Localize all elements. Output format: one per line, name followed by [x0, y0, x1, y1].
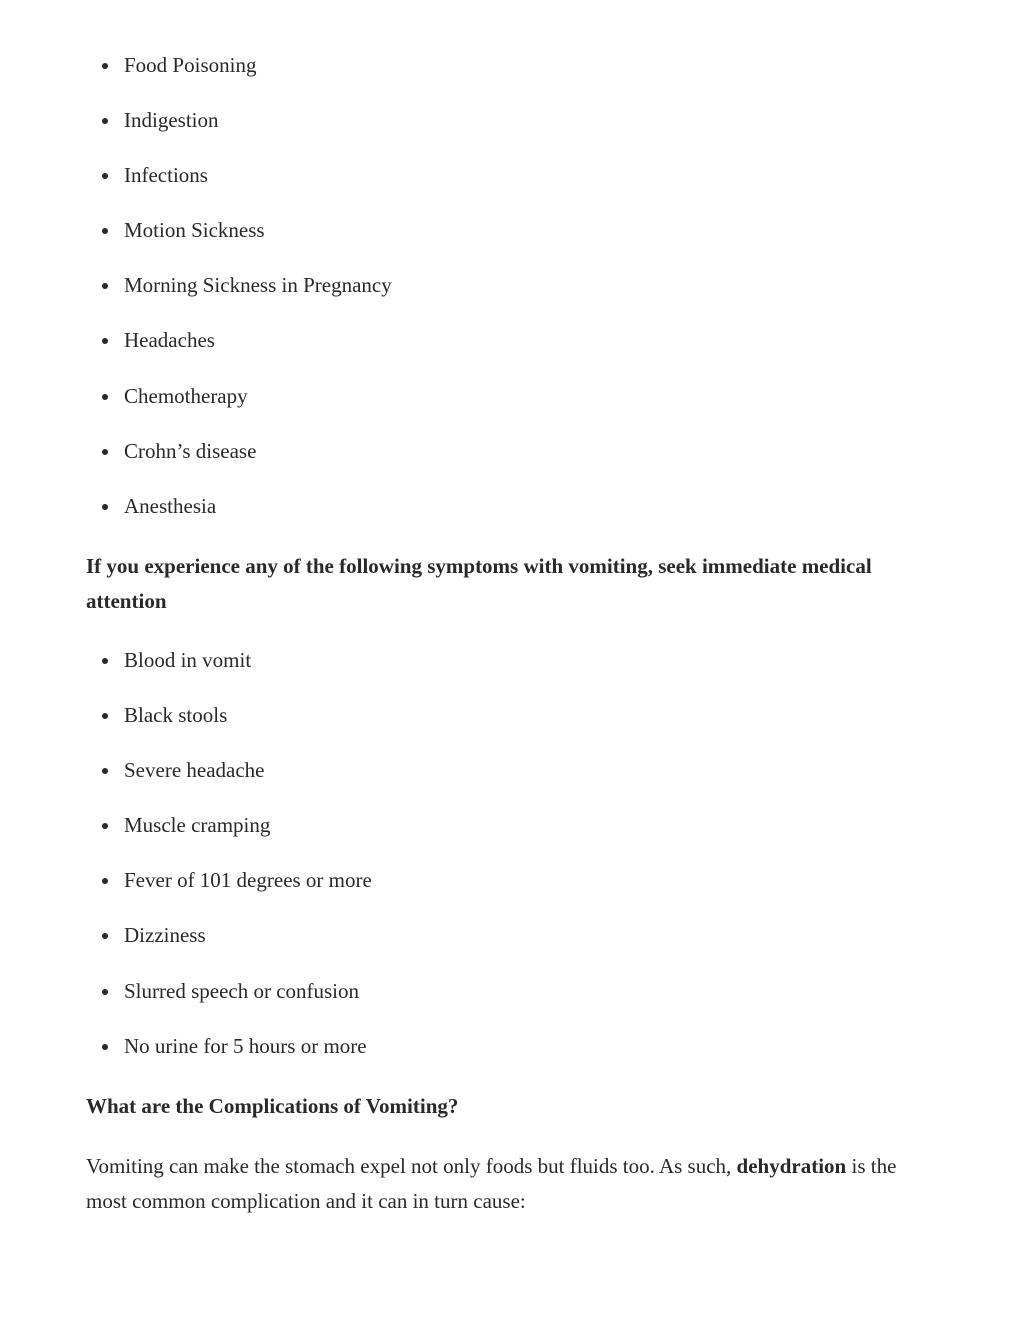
bullet-icon: [102, 449, 108, 455]
bullet-icon: [102, 394, 108, 400]
list-item-text: Slurred speech or confusion: [124, 978, 360, 1003]
causes-list: [86, 48, 392, 544]
list-item: [86, 753, 372, 808]
list-item: [86, 323, 392, 378]
symptoms-list: [86, 643, 372, 1084]
list-item: [86, 808, 372, 863]
list-item-text: Food Poisoning: [124, 53, 257, 77]
bullet-icon: [102, 173, 108, 179]
bullet-icon: [102, 823, 108, 829]
list-item: [86, 268, 392, 323]
bullet-icon: [102, 933, 108, 939]
list-item: [86, 698, 372, 753]
list-item: [86, 918, 372, 973]
list-item-text: Chemotherapy: [124, 383, 248, 408]
list-item-text: No urine for 5 hours or more: [124, 1033, 367, 1058]
list-item: [86, 1029, 372, 1084]
bullet-icon: [102, 118, 108, 124]
bullet-icon: [102, 878, 108, 884]
list-item: [86, 489, 392, 544]
bullet-icon: [102, 228, 108, 234]
list-item-text: Indigestion: [124, 108, 219, 133]
bold-term: dehydration: [736, 1154, 847, 1178]
list-item-text: Morning Sickness in Pregnancy: [124, 273, 392, 298]
paragraph-rest: is the most common complication and it can in turn cause:: [86, 1154, 897, 1213]
bullet-icon: [102, 504, 108, 510]
complications-paragraph: [86, 1149, 936, 1219]
paragraph-intro: Vomiting can make the stomach expel not only foods but fluids too. As such,: [86, 1154, 737, 1178]
list-item: [86, 379, 392, 434]
list-item-text: Black stools: [124, 703, 228, 728]
list-item: [86, 863, 372, 918]
list-item: [86, 434, 392, 489]
list-item-text: Headaches: [124, 328, 215, 353]
list-item-text: Anesthesia: [124, 493, 217, 518]
bullet-icon: [102, 768, 108, 774]
list-item-text: Fever of 101 degrees or more: [124, 868, 372, 893]
bullet-icon: [102, 63, 108, 69]
list-item: [86, 48, 392, 103]
list-item: [86, 974, 372, 1029]
bullet-icon: [102, 658, 108, 664]
list-item-text: Crohn’s disease: [124, 438, 257, 463]
list-item-text: Infections: [124, 163, 208, 188]
bullet-icon: [102, 1044, 108, 1050]
bullet-icon: [102, 989, 108, 995]
list-item: [86, 158, 392, 213]
list-item: [86, 213, 392, 268]
list-item: [86, 643, 372, 698]
list-item: [86, 103, 392, 158]
list-item-text: Motion Sickness: [124, 218, 265, 243]
list-item-text: Muscle cramping: [124, 813, 271, 838]
complications-heading: What are the Complications of Vomiting?: [86, 1094, 459, 1118]
list-item-text: Severe headache: [124, 758, 265, 783]
bullet-icon: [102, 283, 108, 289]
bullet-icon: [102, 713, 108, 719]
warning-heading: If you experience any of the following symptoms with vomiting, seek immediate medical attention: [86, 554, 872, 613]
list-item-text: Blood in vomit: [124, 648, 252, 672]
list-item-text: Dizziness: [124, 923, 206, 948]
bullet-icon: [102, 338, 108, 344]
